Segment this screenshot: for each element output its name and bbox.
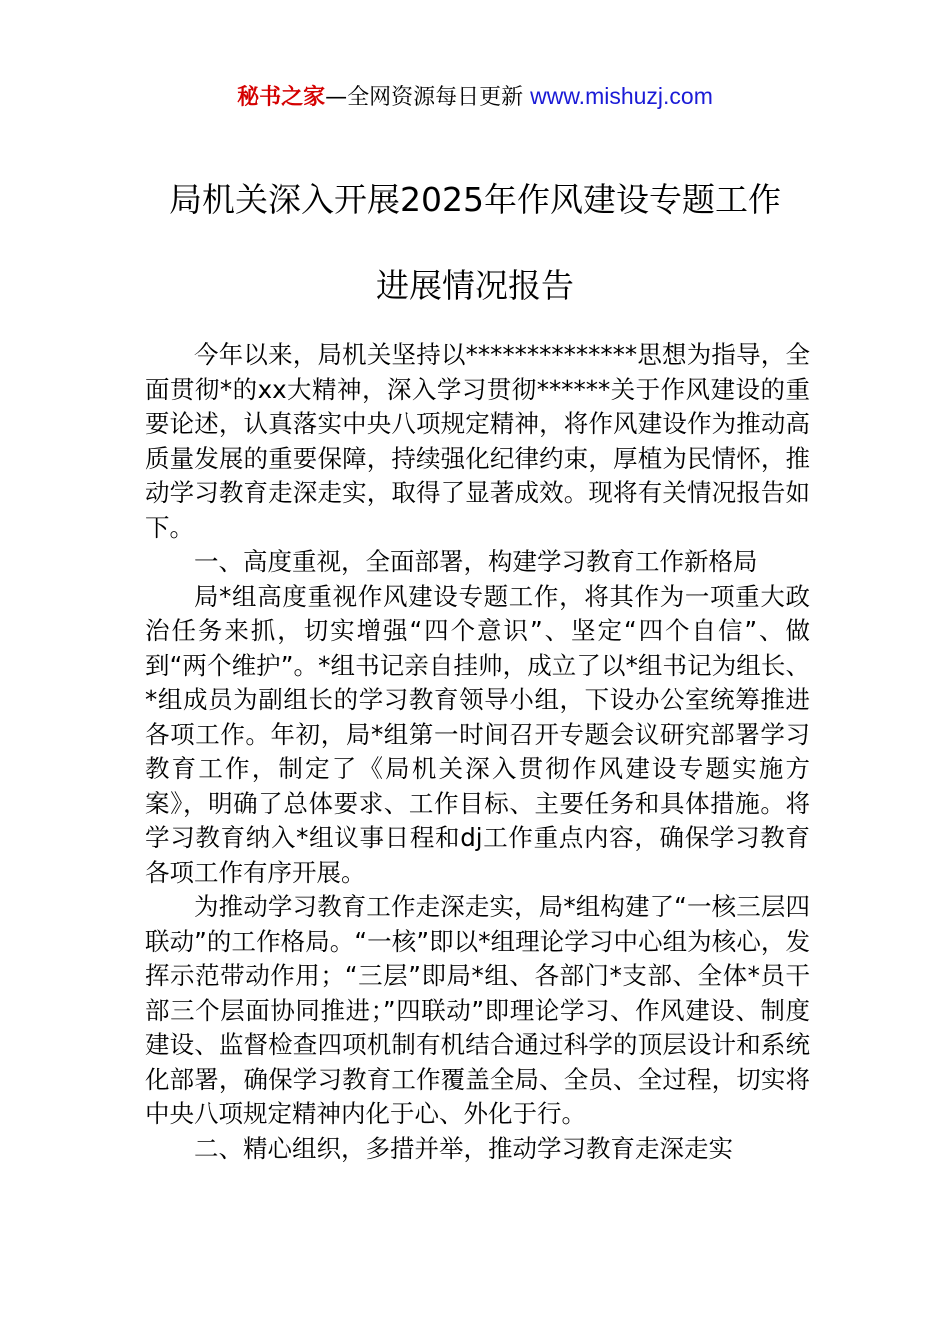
site-header xyxy=(0,82,950,112)
document-body xyxy=(145,338,810,1166)
intro-paragraph: 今年以来，局机关坚持以**************思想为指导，全面贯彻*的xx大精神，深入学习贯彻******关于作风建设的重要论述，认真落实中央八项规定精神，将作风建设作为推动高质量发展的重要保障，持续强化纪律约束，厚植为民情怀，推动学习教育走深走实，取得了显著成效。现将有关情况报告如下。 xyxy=(145,340,810,542)
body-paragraph: 为推动学习教育工作走深走实，局*组构建了“一核三层四联动”的工作格局。“一核”即以*组理论学习中心组为核心，发挥示范带动作用；“三层”即局*组、各部门*支部、全体*员干部三个层面协同推进；”四联动”即理论学习、作风建设、制度建设、监督检查四项机制有机结合通过科学的顶层设计和系统化部署，确保学习教育工作覆盖全局、全员、全过程，切实将中央八项规定精神内化于心、外化于行。 xyxy=(145,892,810,1128)
document-title xyxy=(60,178,890,308)
brand-name: 秘书之家 xyxy=(237,85,326,110)
header-tagline: —全网资源每日更新 xyxy=(325,85,531,110)
body-paragraph: 局*组高度重视作风建设专题工作，将其作为一项重大政治任务来抓，切实增强“四个意识”、坚定“四个自信”、做到“两个维护”。*组书记亲自挂帅，成立了以*组书记为组长、*组成员为副组长的学习教育领导小组，下设办公室统筹推进各项工作。年初，局*组第一时间召开专题会议研究部署学习教育工作，制定了《局机关深入贯彻作风建设专题实施方案》，明确了总体要求、工作目标、主要任务和具体措施。将学习教育纳入*组议事日程和dj工作重点内容，确保学习教育各项工作有序开展。 xyxy=(145,581,810,887)
section-heading-1: 一、高度重视，全面部署，构建学习教育工作新格局 xyxy=(194,547,758,576)
site-url-link[interactable]: www.mishuzj.com xyxy=(530,83,713,109)
title-line-1: 局机关深入开展2025年作风建设专题工作 xyxy=(169,180,781,219)
section-heading-2: 二、精心组织，多措并举，推动学习教育走深走实 xyxy=(194,1133,733,1163)
title-line-2: 进展情况报告 xyxy=(376,266,574,305)
